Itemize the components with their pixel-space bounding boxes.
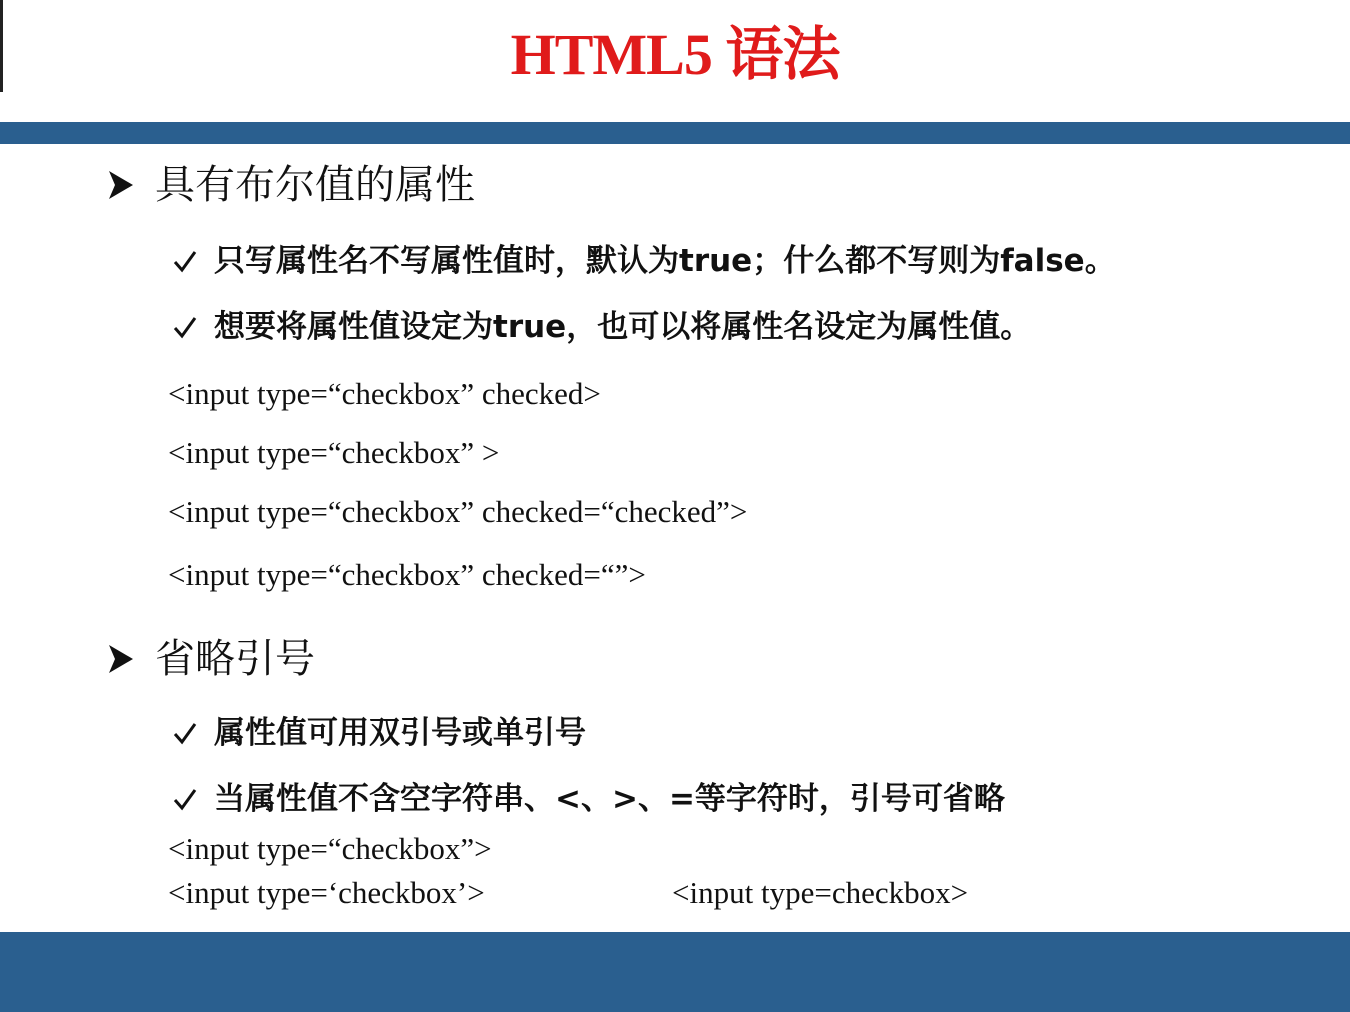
title-divider-bar bbox=[0, 122, 1350, 144]
check-icon bbox=[172, 720, 198, 746]
code-line: <input type=“checkbox” > bbox=[168, 435, 500, 470]
bullet-text: 属性值可用双引号或单引号 bbox=[214, 715, 586, 751]
bullet-item bbox=[172, 306, 1031, 348]
code-line: <input type=“checkbox” checked=“”> bbox=[168, 557, 646, 592]
arrow-right-icon bbox=[105, 165, 137, 205]
code-line: <input type=“checkbox” checked> bbox=[168, 376, 601, 411]
code-line: <input type=‘checkbox’> bbox=[168, 875, 485, 910]
bullet-item bbox=[172, 712, 586, 754]
bullet-item bbox=[172, 240, 1116, 282]
code-line: <input type=“checkbox”> bbox=[168, 831, 492, 866]
bullet-item bbox=[172, 778, 1005, 820]
code-line: <input type=“checkbox” checked=“checked”> bbox=[168, 494, 748, 529]
bullet-text: 当属性值不含空字符串、<、>、=等字符时，引号可省略 bbox=[214, 781, 1005, 817]
check-icon bbox=[172, 248, 198, 274]
bullet-text: 只写属性名不写属性值时，默认为true；什么都不写则为false。 bbox=[214, 243, 1116, 279]
footer-bar bbox=[0, 932, 1350, 1012]
section-heading-boolean-attributes bbox=[105, 160, 475, 210]
code-line: <input type=checkbox> bbox=[672, 875, 969, 910]
check-icon bbox=[172, 786, 198, 812]
section-heading-text: 省略引号 bbox=[155, 636, 315, 682]
section-heading-omit-quotes bbox=[105, 634, 315, 684]
check-icon bbox=[172, 314, 198, 340]
bullet-text: 想要将属性值设定为true，也可以将属性名设定为属性值。 bbox=[214, 309, 1032, 345]
arrow-right-icon bbox=[105, 639, 137, 679]
section-heading-text: 具有布尔值的属性 bbox=[155, 162, 475, 208]
slide-title: HTML5 语法 bbox=[510, 22, 840, 87]
